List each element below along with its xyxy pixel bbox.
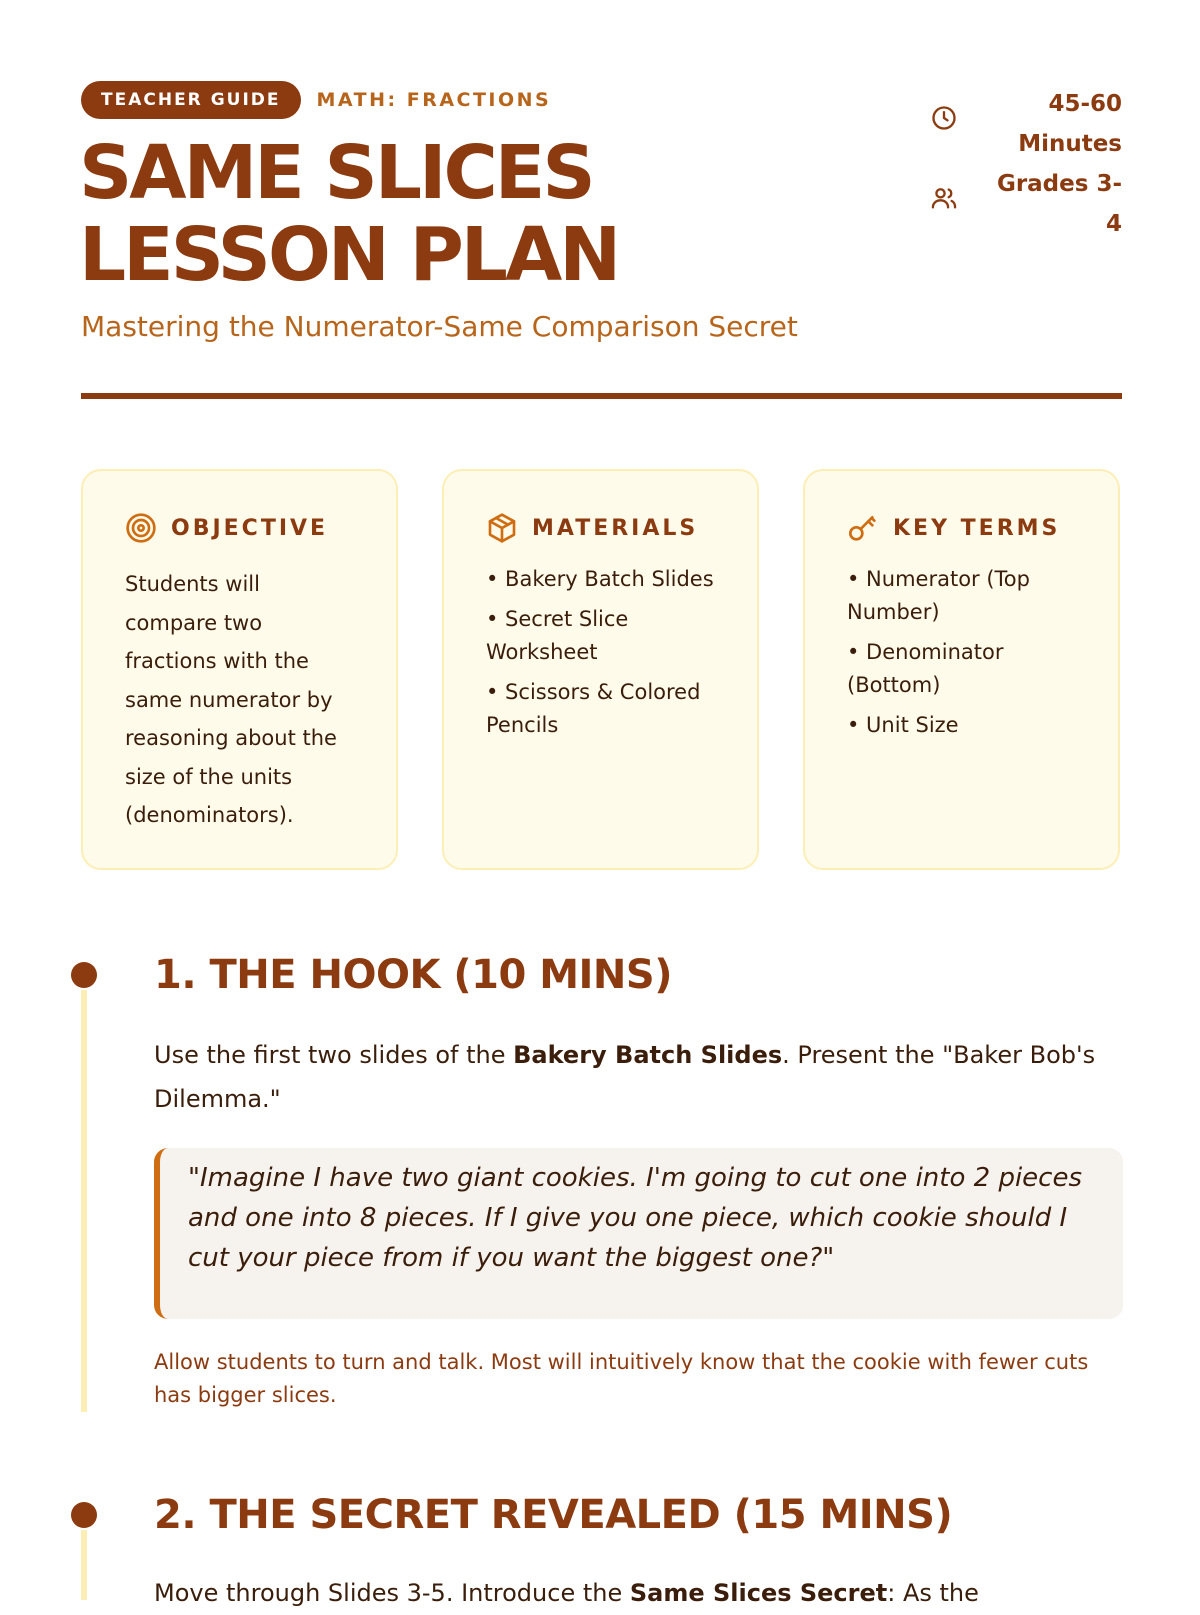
objective-line: Students will	[125, 572, 260, 596]
objective-line: reasoning about the	[125, 726, 337, 750]
clock-icon	[930, 104, 958, 132]
material-item: • Scissors & Colored Pencils	[486, 680, 701, 737]
title-line-1: SAME SLICES	[79, 130, 593, 216]
page-title	[79, 132, 618, 296]
key-term-item: • Numerator (Top Number)	[847, 567, 1030, 624]
box-icon	[486, 512, 518, 544]
duration-line-2: Minutes	[1018, 131, 1122, 157]
section-2-intro-text-end: : As the	[887, 1579, 979, 1607]
objective-line: same numerator by	[125, 687, 333, 712]
materials-header	[486, 511, 717, 545]
section-2-title: 2. THE SECRET REVEALED (15 MINS)	[154, 1492, 953, 1538]
objective-line: fractions with the	[125, 649, 309, 673]
materials-title: MATERIALS	[532, 515, 699, 541]
section-2-intro	[154, 1571, 1124, 1615]
section-2-intro-text: Move through Slides 3-5. Introduce the	[154, 1579, 630, 1607]
section-1-marker	[71, 962, 97, 988]
key-terms-header	[847, 511, 1078, 545]
objective-line: size of the units	[125, 764, 293, 789]
page-subtitle: Mastering the Numerator-Same Comparison Secret	[81, 310, 798, 343]
duration-line-1: 45-60	[1048, 91, 1122, 117]
users-icon	[930, 184, 958, 212]
target-icon	[125, 512, 157, 544]
section-2-intro-bold: Same Slices Secret	[629, 1579, 888, 1607]
objective-line: (denominators).	[125, 803, 294, 827]
key-terms-list	[847, 563, 1078, 742]
materials-list	[486, 563, 717, 742]
header-divider	[81, 393, 1122, 399]
tag-row	[81, 81, 551, 119]
key-term-item: • Denominator (Bottom)	[847, 640, 1004, 697]
grades-line-1: Grades 3-	[996, 171, 1122, 197]
material-item: • Secret Slice Worksheet	[486, 607, 629, 664]
key-terms-title: KEY TERMS	[893, 515, 1061, 541]
grades-line-2: 4	[1105, 211, 1122, 237]
objective-line: compare two	[125, 610, 263, 635]
section-1-intro-bold: Bakery Batch Slides	[513, 1041, 783, 1069]
meta-text	[982, 84, 1122, 244]
title-line-2: LESSON PLAN	[79, 212, 619, 298]
section-2-timeline	[81, 1530, 87, 1600]
material-item: • Bakery Batch Slides	[486, 567, 714, 591]
section-1-timeline	[81, 990, 87, 1412]
key-term-item: • Unit Size	[847, 713, 959, 737]
key-icon	[847, 512, 879, 544]
teacher-guide-badge: TEACHER GUIDE	[81, 81, 301, 119]
teacher-script-quote: "Imagine I have two giant cookies. I'm going to cut one into 2 pieces and one into 8 pieces. If I give you one piece, which cookie should I cut your piece from if you want the biggest one?"	[154, 1148, 1123, 1319]
section-1-intro-text: Use the first two slides of the	[154, 1041, 514, 1069]
objective-title: OBJECTIVE	[171, 515, 329, 541]
section-1-note: Allow students to turn and talk. Most will intuitively know that the cookie with fewer cuts has bigger slices.	[154, 1350, 1089, 1407]
key-terms-card	[803, 469, 1120, 870]
objective-text	[125, 565, 356, 835]
section-1-title: 1. THE HOOK (10 MINS)	[154, 952, 672, 998]
section-1-intro	[154, 1033, 1124, 1121]
lesson-meta	[930, 84, 1122, 244]
section-1-intro-text-end: . Present the "Baker Bob's Dilemma."	[154, 1041, 1096, 1113]
objective-card	[81, 469, 398, 870]
section-2-marker	[71, 1502, 97, 1528]
materials-card	[442, 469, 759, 870]
objective-header	[125, 511, 356, 545]
subject-label: MATH: FRACTIONS	[316, 89, 552, 111]
